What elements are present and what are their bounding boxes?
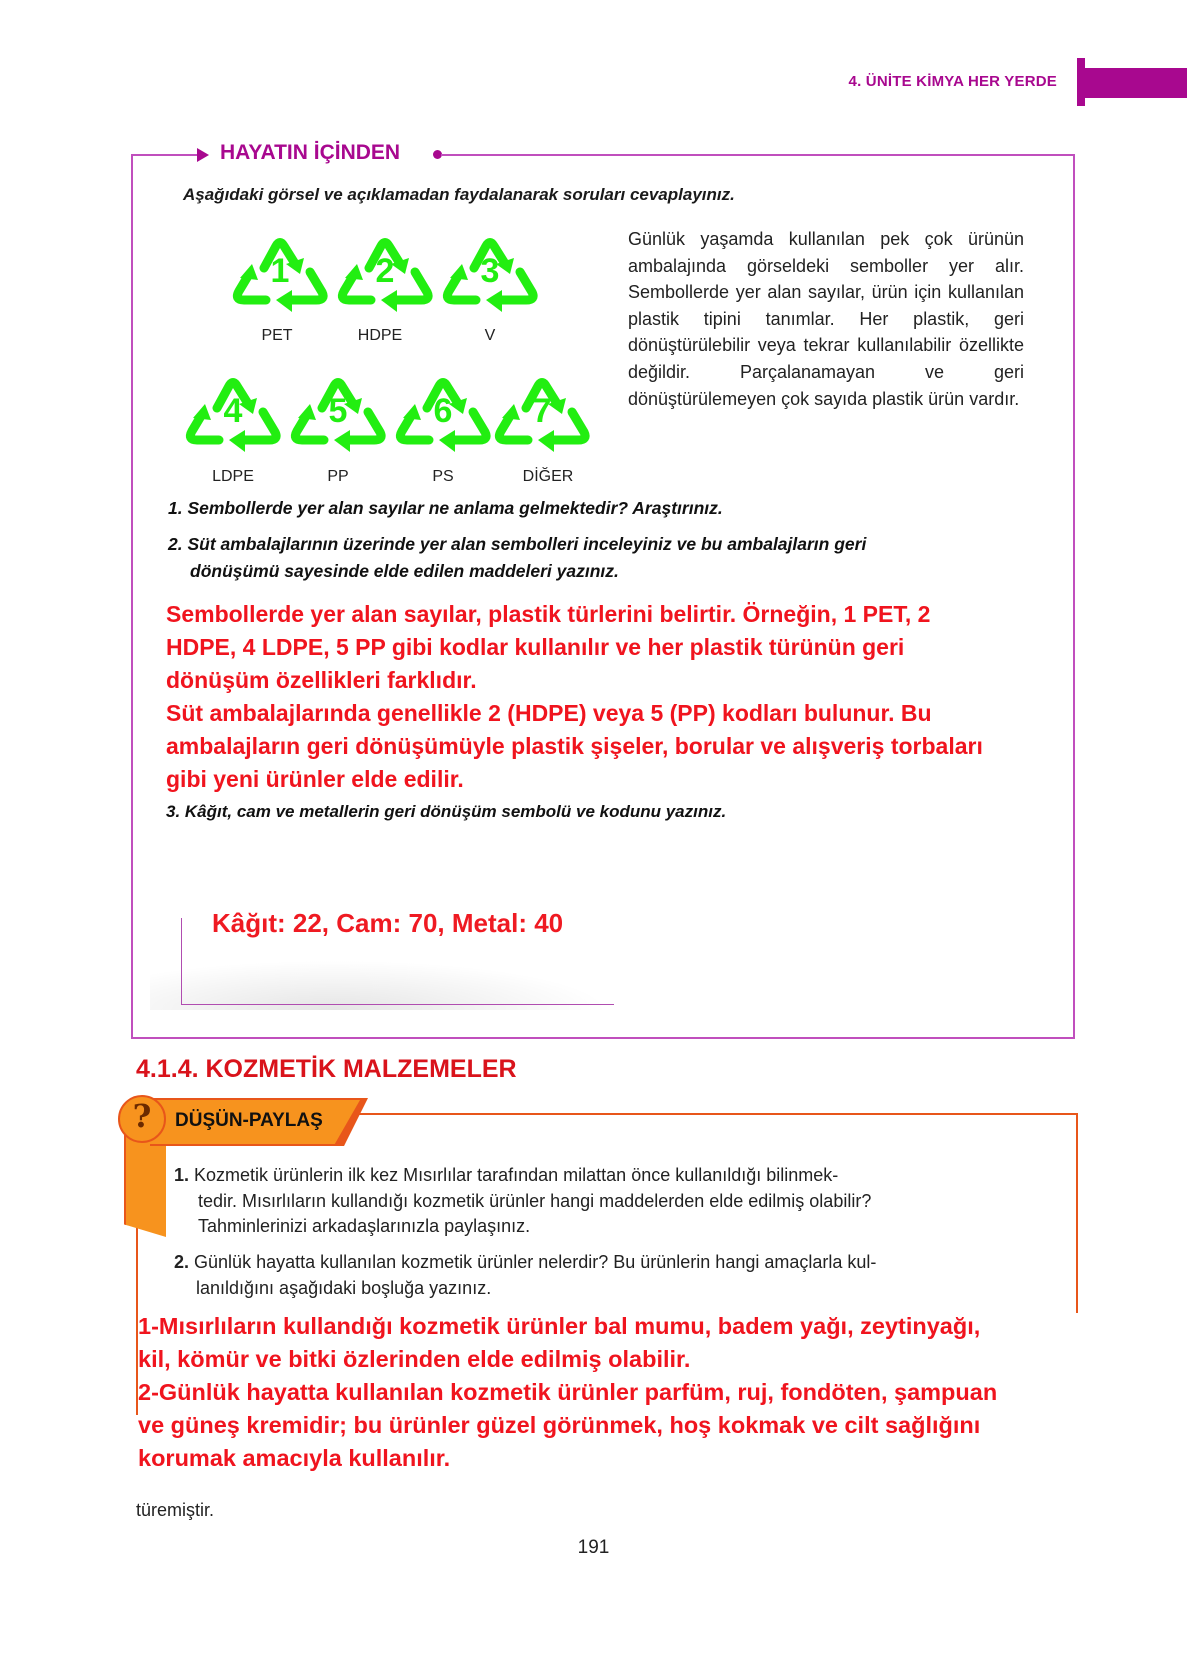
- answer-line: ve güneş kremidir; bu ürünler güzel görünmek, hoş kokmak ve cilt sağlığını: [138, 1412, 981, 1438]
- symbol-label: PET: [261, 327, 293, 344]
- dp-answers: [138, 1310, 1088, 1475]
- answer-line: gibi yeni ürünler elde edilir.: [166, 766, 464, 792]
- recycle-triangle-icon: [230, 305, 330, 322]
- dusun-paylas-title: DÜŞÜN-PAYLAŞ: [175, 1110, 323, 1131]
- question-3: 3. Kâğıt, cam ve metallerin geri dönüşüm sembolü ve kodunu yazınız.: [166, 802, 727, 821]
- page-number: 191: [577, 1537, 610, 1558]
- symbol-label: PS: [432, 468, 454, 485]
- recycle-symbol-5: [288, 368, 388, 458]
- recycle-triangle-icon: [393, 445, 493, 462]
- answer-line: korumak amacıyla kullanılır.: [138, 1445, 451, 1471]
- question-text: tedir. Mısırlıların kullandığı kozmetik ürünler hangi maddelerden elde edilmiş olabilir?: [198, 1190, 872, 1211]
- dusun-paylas-ribbon: [124, 1132, 166, 1237]
- recycle-symbol-6: [393, 368, 493, 458]
- recycle-triangle-icon: [440, 305, 540, 322]
- section-title: 4.1.4. KOZMETİK MALZEMELER: [136, 1055, 517, 1083]
- answer-line: Sembollerde yer alan sayılar, plastik türlerini belirtir. Örneğin, 1 PET, 2: [166, 601, 931, 627]
- answer-questions-1-2: [166, 598, 1086, 796]
- symbol-label: HDPE: [357, 327, 403, 344]
- answer-question-3: Kâğıt: 22, Cam: 70, Metal: 40: [212, 908, 564, 938]
- recycle-triangle-icon: [335, 305, 435, 322]
- symbol-number: 4: [223, 392, 243, 430]
- unit-title: 4. ÜNİTE KİMYA HER YERDE: [848, 73, 1057, 90]
- box-border-segment: [131, 154, 201, 156]
- answer-line: kil, kömür ve bitki özlerinden elde edilmiş olabilir.: [138, 1346, 691, 1372]
- unit-marker-bar: [1077, 58, 1085, 106]
- recycle-triangle-icon: [288, 445, 388, 462]
- symbol-label: V: [484, 327, 496, 344]
- question-1: 1. Sembollerde yer alan sayılar ne anlama gelmektedir? Araştırınız.: [168, 498, 723, 518]
- box-border-segment: [441, 154, 1075, 156]
- question-text: Tahminlerinizi arkadaşlarınızla paylaşınız.: [198, 1216, 531, 1236]
- dp-question-1: [174, 1163, 1019, 1240]
- symbol-number: 6: [433, 392, 453, 430]
- answer-line: dönüşüm özellikleri farklıdır.: [166, 667, 477, 693]
- recycle-triangle-icon: [183, 445, 283, 462]
- question-text: Günlük hayatta kullanılan kozmetik ürünler nelerdir? Bu ürünlerin hangi amaçlarla kul-: [194, 1252, 877, 1272]
- unit-marker-tab: [1085, 68, 1187, 98]
- recycle-symbol-2: [335, 228, 435, 318]
- recycle-symbol-1: [230, 228, 330, 318]
- dusun-paylas-border-right: [1076, 1113, 1078, 1313]
- description-paragraph: Günlük yaşamda kullanılan pek çok ürünün ambalajında görseldeki semboller yer alır. Sembollerde yer alan sayılar, ürün için kullanılan plastik tipini tanımlar. Her plastik, geri dönüştürülebilir veya tekrar kullanılabilir özellikte değildir. Parçalanamayan ve geri dönüştürülemeyen çok sayıda plastik ürün vardır.: [628, 229, 1024, 409]
- recycle-symbol-4: [183, 368, 283, 458]
- answer-line: HDPE, 4 LDPE, 5 PP gibi kodlar kullanılır ve her plastik türünün geri: [166, 634, 905, 660]
- question-2-line-2: dönüşümü sayesinde elde edilen maddeleri yazınız.: [190, 561, 619, 581]
- dp-question-2: [174, 1250, 1019, 1301]
- question-2-line-1: 2. Süt ambalajlarının üzerinde yer alan sembolleri inceleyiniz ve bu ambalajların geri: [168, 534, 867, 554]
- answer-line: Süt ambalajlarında genellikle 2 (HDPE) veya 5 (PP) kodları bulunur. Bu: [166, 700, 932, 726]
- symbol-number: 1: [270, 252, 290, 290]
- arrow-right-icon: [197, 148, 209, 162]
- symbol-label: LDPE: [212, 468, 254, 485]
- symbol-number: 5: [328, 392, 348, 430]
- symbol-number: 7: [532, 392, 552, 430]
- symbol-label: PP: [327, 468, 349, 485]
- question-text: lanıldığını aşağıdaki boşluğa yazınız.: [196, 1277, 492, 1298]
- recycle-symbol-7: [492, 368, 592, 458]
- question-number: 1.: [174, 1165, 190, 1185]
- answer-line: 1-Mısırlıların kullandığı kozmetik ürünler bal mumu, badem yağı, zeytinyağı,: [138, 1313, 981, 1339]
- answer-line: ambalajların geri dönüşümüyle plastik şişeler, borular ve alışveriş torbaları: [166, 733, 983, 759]
- question-number: 2.: [174, 1252, 190, 1272]
- symbol-label: DİĞER: [522, 468, 574, 485]
- symbol-number: 2: [375, 252, 395, 290]
- recycle-triangle-icon: [492, 445, 592, 462]
- question-text: Kozmetik ürünlerin ilk kez Mısırlılar tarafından milattan önce kullanıldığı bilinmek-: [194, 1165, 839, 1185]
- dusun-paylas-border-top: [340, 1113, 1078, 1115]
- question-mark-icon: ?: [132, 1097, 152, 1135]
- recycle-symbol-3: [440, 228, 540, 318]
- symbol-number: 3: [480, 252, 500, 290]
- hayatin-icinden-title: HAYATIN İÇİNDEN: [220, 141, 401, 164]
- answer-line: 2-Günlük hayatta kullanılan kozmetik ürünler parfüm, ruj, fondöten, şampuan: [138, 1379, 998, 1405]
- instruction-text: Aşağıdaki görsel ve açıklamadan faydalanarak soruları cevaplayınız.: [183, 185, 735, 204]
- body-text-tail: türemiştir.: [136, 1500, 215, 1520]
